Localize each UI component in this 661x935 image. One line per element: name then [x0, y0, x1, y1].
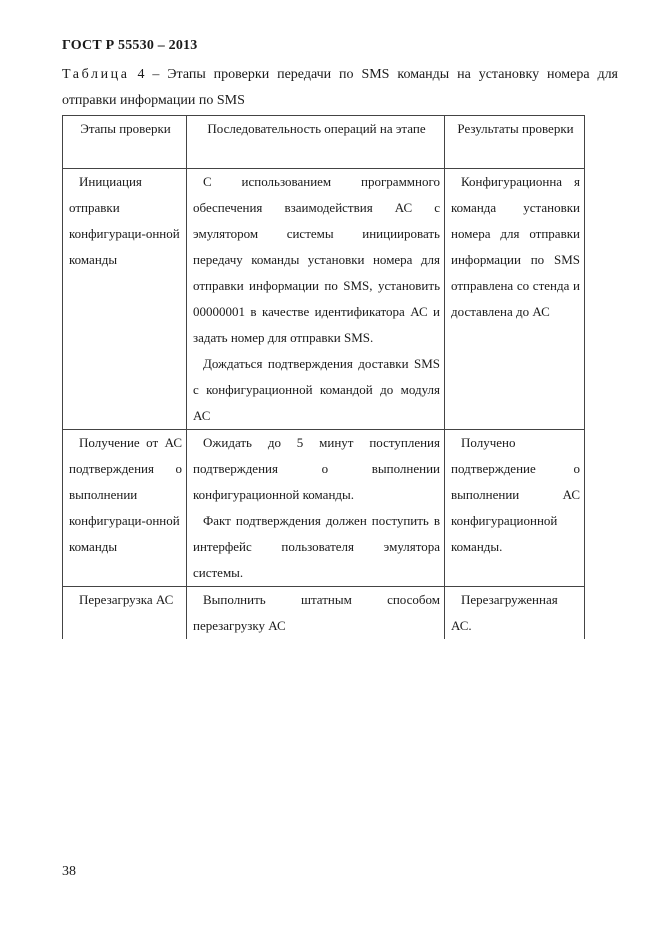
header-results: Результаты проверки: [445, 116, 585, 169]
result-cell: Перезагруженная АС.: [445, 587, 585, 640]
table-row: [63, 587, 585, 640]
verification-stages-table: [62, 115, 585, 639]
document-header: ГОСТ Р 55530 – 2013: [62, 38, 198, 53]
page-number: 38: [62, 864, 76, 879]
header-operations: Последовательность операций на этапе: [187, 116, 445, 169]
result-cell: Получено подтверждение о выполнении АС конфигурационной команды.: [445, 430, 585, 587]
stage-cell: Получение от АС подтверждения о выполнении конфигураци-онной команды: [63, 430, 187, 587]
table-caption: [62, 62, 618, 114]
operations-cell: С использованием программного обеспечения взаимодействия АС с эмулятором системы инициировать передачу команды установки номера для отправки информации по SMS, установить 00000001 в качестве идентификатора АС и задать номер для отправки SMS. Дождаться подтверждения доставки SMS с конфигурационной командой до модуля АС: [187, 169, 445, 430]
result-cell: Конфигурационна я команда установки номера для отправки информации по SMS отправлена со стенда и доставлена до АС: [445, 169, 585, 430]
table-row: [63, 430, 585, 587]
stage-cell: Инициация отправки конфигураци-онной команды: [63, 169, 187, 430]
operations-cell: Ожидать до 5 минут поступления подтверждения о выполнении конфигурационной команды. Факт подтверждения должен поступить в интерфейс пользователя эмулятора системы.: [187, 430, 445, 587]
table-caption-label: Таблица: [62, 67, 130, 82]
table-header-row: [63, 116, 585, 169]
table-row: [63, 169, 585, 430]
table-caption-text: 4 – Этапы проверки передачи по SMS команды на установку номера для отправки информации по SMS: [62, 67, 618, 108]
operations-cell: Выполнить штатным способом перезагрузку АС: [187, 587, 445, 640]
stage-cell: Перезагрузка АС: [63, 587, 187, 640]
header-stages: Этапы проверки: [63, 116, 187, 169]
